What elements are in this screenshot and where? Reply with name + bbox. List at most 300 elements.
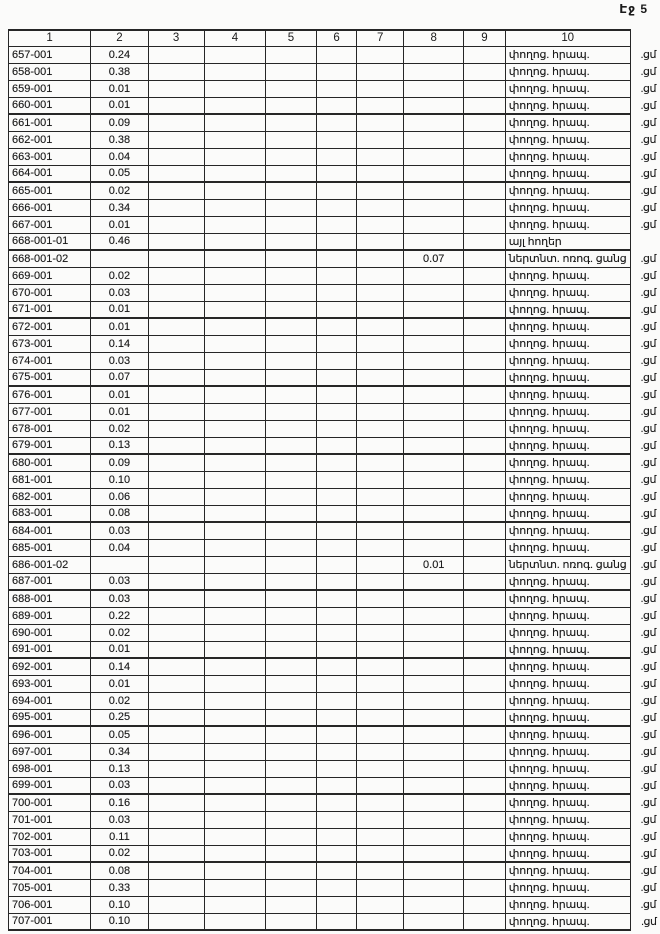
cell-col3: [148, 80, 204, 97]
table-row: [9, 437, 660, 454]
cell-col7: [357, 420, 404, 437]
table-row: [9, 267, 660, 284]
cell-col9: [464, 913, 505, 930]
table-row: [9, 760, 660, 777]
cell-col6: [316, 284, 357, 301]
table-header-row: [9, 30, 660, 46]
cell-col1: 662-001: [9, 131, 91, 148]
cell-col5: [266, 335, 317, 352]
cell-col6: [316, 182, 357, 199]
cell-col8: [404, 335, 464, 352]
cell-col2: 0.02: [91, 267, 148, 284]
margin-note: .ցմ: [630, 726, 659, 743]
cell-col1: 690-001: [9, 624, 91, 641]
cell-col10: փողոց. հրապ.: [505, 675, 630, 692]
cell-col3: [148, 811, 204, 828]
cell-col9: [464, 573, 505, 590]
cell-col1: 699-001: [9, 777, 91, 794]
cell-col8: [404, 641, 464, 658]
cell-col2: 0.38: [91, 131, 148, 148]
table-row: [9, 777, 660, 794]
cell-col1: 705-001: [9, 879, 91, 896]
cell-col7: [357, 556, 404, 573]
cell-col4: [204, 165, 266, 182]
cell-col9: [464, 420, 505, 437]
cell-col5: [266, 862, 317, 879]
cell-col8: [404, 403, 464, 420]
cell-col1: 693-001: [9, 675, 91, 692]
cell-col7: [357, 471, 404, 488]
cell-col8: [404, 692, 464, 709]
cell-col3: [148, 301, 204, 318]
table-row: [9, 556, 660, 573]
cell-col10: փողոց. հրապ.: [505, 488, 630, 505]
table-row: [9, 879, 660, 896]
cell-col1: 697-001: [9, 743, 91, 760]
cell-col8: [404, 369, 464, 386]
cell-col2: 0.01: [91, 403, 148, 420]
cell-col3: [148, 216, 204, 233]
cell-col4: [204, 505, 266, 522]
cell-col4: [204, 760, 266, 777]
table-row: [9, 811, 660, 828]
cell-col2: 0.14: [91, 658, 148, 675]
table-row: [9, 386, 660, 403]
table-row: [9, 845, 660, 862]
cell-col10: փողոց. հրապ.: [505, 114, 630, 131]
cell-col5: [266, 369, 317, 386]
cell-col3: [148, 675, 204, 692]
cell-col5: [266, 641, 317, 658]
cell-col2: 0.38: [91, 63, 148, 80]
cell-col6: [316, 80, 357, 97]
cell-col6: [316, 165, 357, 182]
cell-col9: [464, 811, 505, 828]
cell-col8: [404, 760, 464, 777]
cell-col9: [464, 386, 505, 403]
cell-col4: [204, 403, 266, 420]
column-header-4: 4: [204, 30, 266, 46]
table-row: [9, 97, 660, 114]
cell-col2: 0.33: [91, 879, 148, 896]
cell-col9: [464, 760, 505, 777]
cell-col3: [148, 318, 204, 335]
cell-col1: 665-001: [9, 182, 91, 199]
cell-col4: [204, 811, 266, 828]
cell-col3: [148, 437, 204, 454]
cell-col2: 0.01: [91, 80, 148, 97]
cell-col6: [316, 743, 357, 760]
cell-col4: [204, 573, 266, 590]
table-row: [9, 624, 660, 641]
cell-col4: [204, 199, 266, 216]
margin-note: .ցմ: [630, 641, 659, 658]
cell-col5: [266, 131, 317, 148]
cell-col2: 0.02: [91, 692, 148, 709]
cell-col6: [316, 471, 357, 488]
cell-col7: [357, 148, 404, 165]
cell-col6: [316, 233, 357, 250]
cell-col7: [357, 641, 404, 658]
cell-col10: ներտնտ. ոռոգ. ցանց: [505, 250, 630, 267]
cell-col5: [266, 879, 317, 896]
cell-col9: [464, 335, 505, 352]
cell-col3: [148, 148, 204, 165]
cell-col6: [316, 590, 357, 607]
cell-col4: [204, 148, 266, 165]
cell-col6: [316, 114, 357, 131]
cell-col7: [357, 896, 404, 913]
cell-col3: [148, 454, 204, 471]
column-header-9: 9: [464, 30, 505, 46]
margin-note: .ցմ: [630, 199, 659, 216]
cell-col6: [316, 811, 357, 828]
cell-col10: փողոց. հրապ.: [505, 624, 630, 641]
cell-col3: [148, 913, 204, 930]
cell-col8: [404, 726, 464, 743]
cell-col5: [266, 505, 317, 522]
margin-note: [630, 233, 659, 250]
cell-col8: [404, 658, 464, 675]
cell-col2: 0.16: [91, 794, 148, 811]
cell-col6: [316, 386, 357, 403]
cell-col10: փողոց. հրապ.: [505, 590, 630, 607]
table-row: [9, 250, 660, 267]
column-header-5: 5: [266, 30, 317, 46]
cell-col7: [357, 114, 404, 131]
cell-col4: [204, 46, 266, 63]
cell-col8: [404, 46, 464, 63]
margin-note: .ցմ: [630, 148, 659, 165]
cell-col5: [266, 743, 317, 760]
column-header-3: 3: [148, 30, 204, 46]
cell-col1: 681-001: [9, 471, 91, 488]
cell-col5: [266, 97, 317, 114]
table-row: [9, 539, 660, 556]
cell-col10: փողոց. հրապ.: [505, 97, 630, 114]
cell-col5: [266, 454, 317, 471]
cell-col7: [357, 828, 404, 845]
cell-col9: [464, 522, 505, 539]
table-row: [9, 522, 660, 539]
cell-col9: [464, 845, 505, 862]
margin-note: .ցմ: [630, 403, 659, 420]
cell-col2: 0.07: [91, 369, 148, 386]
cell-col9: [464, 488, 505, 505]
cell-col8: [404, 437, 464, 454]
cell-col5: [266, 556, 317, 573]
column-header-8: 8: [404, 30, 464, 46]
cell-col2: 0.02: [91, 845, 148, 862]
cell-col1: 680-001: [9, 454, 91, 471]
cell-col7: [357, 488, 404, 505]
margin-note: .ցմ: [630, 46, 659, 63]
cell-col5: [266, 437, 317, 454]
cell-col8: [404, 131, 464, 148]
cell-col7: [357, 250, 404, 267]
cell-col3: [148, 114, 204, 131]
cell-col2: 0.25: [91, 709, 148, 726]
cell-col1: 683-001: [9, 505, 91, 522]
cell-col6: [316, 726, 357, 743]
cell-col6: [316, 454, 357, 471]
cell-col7: [357, 284, 404, 301]
cell-col8: [404, 488, 464, 505]
cell-col9: [464, 454, 505, 471]
cell-col5: [266, 182, 317, 199]
cell-col2: 0.01: [91, 386, 148, 403]
cell-col4: [204, 437, 266, 454]
cell-col1: 659-001: [9, 80, 91, 97]
cell-col10: փողոց. հրապ.: [505, 896, 630, 913]
cell-col5: [266, 590, 317, 607]
table-row: [9, 471, 660, 488]
cell-col3: [148, 250, 204, 267]
cadastral-table: [8, 29, 660, 931]
cell-col5: [266, 403, 317, 420]
cell-col10: փողոց. հրապ.: [505, 743, 630, 760]
table-row: [9, 607, 660, 624]
cell-col6: [316, 148, 357, 165]
cell-col7: [357, 811, 404, 828]
cell-col3: [148, 182, 204, 199]
cell-col9: [464, 828, 505, 845]
cell-col1: 677-001: [9, 403, 91, 420]
cell-col3: [148, 403, 204, 420]
cell-col10: փողոց. հրապ.: [505, 165, 630, 182]
cell-col8: [404, 233, 464, 250]
cell-col3: [148, 505, 204, 522]
cell-col10: փողոց. հրապ.: [505, 692, 630, 709]
cell-col2: 0.22: [91, 607, 148, 624]
margin-note: .ցմ: [630, 131, 659, 148]
cell-col6: [316, 369, 357, 386]
cell-col5: [266, 896, 317, 913]
cell-col3: [148, 63, 204, 80]
cell-col8: [404, 794, 464, 811]
cell-col2: 0.24: [91, 46, 148, 63]
table-row: [9, 794, 660, 811]
cell-col1: 691-001: [9, 641, 91, 658]
cell-col3: [148, 896, 204, 913]
cell-col8: [404, 182, 464, 199]
margin-note: .ցմ: [630, 488, 659, 505]
cell-col3: [148, 335, 204, 352]
cell-col5: [266, 216, 317, 233]
cell-col1: 672-001: [9, 318, 91, 335]
cell-col5: [266, 913, 317, 930]
cell-col7: [357, 267, 404, 284]
cell-col1: 702-001: [9, 828, 91, 845]
table-row: [9, 420, 660, 437]
cell-col1: 668-001-02: [9, 250, 91, 267]
table-row: [9, 488, 660, 505]
cell-col10: փողոց. հրապ.: [505, 777, 630, 794]
cell-col5: [266, 658, 317, 675]
cell-col6: [316, 335, 357, 352]
cell-col10: փողոց. հրապ.: [505, 454, 630, 471]
column-header-2: 2: [91, 30, 148, 46]
cell-col9: [464, 607, 505, 624]
cell-col9: [464, 352, 505, 369]
page-number-label: Էջ 5: [619, 2, 648, 16]
cell-col2: 0.04: [91, 539, 148, 556]
cell-col6: [316, 658, 357, 675]
cell-col6: [316, 539, 357, 556]
cell-col2: 0.03: [91, 777, 148, 794]
cell-col1: 698-001: [9, 760, 91, 777]
column-header-6: 6: [316, 30, 357, 46]
cell-col10: փողոց. հրապ.: [505, 760, 630, 777]
cell-col10: ներտնտ. ոռոգ. ցանց: [505, 556, 630, 573]
cell-col10: փողոց. հրապ.: [505, 182, 630, 199]
cell-col4: [204, 80, 266, 97]
table-row: [9, 913, 660, 930]
cell-col4: [204, 216, 266, 233]
cell-col2: 0.10: [91, 896, 148, 913]
margin-note: .ցմ: [630, 420, 659, 437]
cell-col5: [266, 488, 317, 505]
cell-col10: փողոց. հրապ.: [505, 828, 630, 845]
cell-col8: [404, 454, 464, 471]
cell-col10: այլ հողեր: [505, 233, 630, 250]
column-header-7: 7: [357, 30, 404, 46]
margin-note: .ցմ: [630, 318, 659, 335]
table-row: [9, 131, 660, 148]
cell-col9: [464, 63, 505, 80]
cell-col1: 682-001: [9, 488, 91, 505]
cell-col7: [357, 352, 404, 369]
cell-col1: 678-001: [9, 420, 91, 437]
cell-col2: 0.34: [91, 199, 148, 216]
cell-col6: [316, 845, 357, 862]
cell-col2: 0.01: [91, 97, 148, 114]
cell-col9: [464, 879, 505, 896]
cell-col7: [357, 845, 404, 862]
cell-col2: 0.01: [91, 675, 148, 692]
cell-col5: [266, 46, 317, 63]
cell-col4: [204, 845, 266, 862]
cell-col1: 667-001: [9, 216, 91, 233]
cell-col8: [404, 811, 464, 828]
cell-col5: [266, 165, 317, 182]
cell-col5: [266, 573, 317, 590]
cell-col8: 0.07: [404, 250, 464, 267]
cell-col4: [204, 743, 266, 760]
cell-col8: [404, 828, 464, 845]
cell-col2: 0.05: [91, 165, 148, 182]
cell-col1: 686-001-02: [9, 556, 91, 573]
cell-col6: [316, 267, 357, 284]
margin-note: .ցմ: [630, 811, 659, 828]
cell-col4: [204, 335, 266, 352]
cell-col6: [316, 488, 357, 505]
table-row: [9, 216, 660, 233]
cell-col7: [357, 216, 404, 233]
cell-col6: [316, 216, 357, 233]
margin-note: .ցմ: [630, 454, 659, 471]
cell-col7: [357, 437, 404, 454]
margin-note: .ցմ: [630, 97, 659, 114]
cell-col9: [464, 437, 505, 454]
cell-col10: փողոց. հրապ.: [505, 879, 630, 896]
cell-col5: [266, 267, 317, 284]
cell-col2: 0.14: [91, 335, 148, 352]
cell-col8: 0.01: [404, 556, 464, 573]
cell-col4: [204, 607, 266, 624]
cell-col9: [464, 896, 505, 913]
cell-col10: փողոց. հրապ.: [505, 301, 630, 318]
cell-col4: [204, 454, 266, 471]
table-row: [9, 301, 660, 318]
cell-col7: [357, 131, 404, 148]
table-row: [9, 709, 660, 726]
cell-col3: [148, 743, 204, 760]
cell-col8: [404, 216, 464, 233]
cell-col1: 666-001: [9, 199, 91, 216]
cell-col1: 660-001: [9, 97, 91, 114]
cell-col2: 0.03: [91, 522, 148, 539]
cell-col2: 0.05: [91, 726, 148, 743]
cell-col6: [316, 777, 357, 794]
cell-col8: [404, 97, 464, 114]
cell-col10: փողոց. հրապ.: [505, 658, 630, 675]
margin-note: .ցմ: [630, 879, 659, 896]
cell-col3: [148, 760, 204, 777]
cell-col1: 687-001: [9, 573, 91, 590]
table-row: [9, 369, 660, 386]
cell-col9: [464, 675, 505, 692]
cell-col4: [204, 471, 266, 488]
cell-col2: 0.02: [91, 624, 148, 641]
cell-col10: փողոց. հրապ.: [505, 420, 630, 437]
cell-col9: [464, 97, 505, 114]
margin-note: .ցմ: [630, 250, 659, 267]
cell-col6: [316, 46, 357, 63]
cell-col8: [404, 743, 464, 760]
cell-col8: [404, 879, 464, 896]
cell-col3: [148, 352, 204, 369]
cell-col2: 0.03: [91, 573, 148, 590]
cell-col8: [404, 80, 464, 97]
cell-col1: 700-001: [9, 794, 91, 811]
cell-col4: [204, 658, 266, 675]
cell-col4: [204, 556, 266, 573]
cell-col7: [357, 505, 404, 522]
cell-col2: 0.08: [91, 862, 148, 879]
cell-col10: փողոց. հրապ.: [505, 522, 630, 539]
cell-col9: [464, 148, 505, 165]
cell-col2: [91, 556, 148, 573]
cell-col10: փողոց. հրապ.: [505, 267, 630, 284]
cell-col3: [148, 284, 204, 301]
cell-col6: [316, 420, 357, 437]
table-row: [9, 726, 660, 743]
cell-col9: [464, 794, 505, 811]
margin-note: .ցմ: [630, 896, 659, 913]
cell-col10: փողոց. հրապ.: [505, 46, 630, 63]
cell-col6: [316, 879, 357, 896]
cell-col9: [464, 658, 505, 675]
margin-note: .ցմ: [630, 63, 659, 80]
cell-col9: [464, 46, 505, 63]
cell-col9: [464, 267, 505, 284]
cell-col1: 657-001: [9, 46, 91, 63]
cell-col2: 0.03: [91, 811, 148, 828]
cell-col4: [204, 233, 266, 250]
margin-note: .ցմ: [630, 913, 659, 930]
cell-col2: 0.02: [91, 420, 148, 437]
